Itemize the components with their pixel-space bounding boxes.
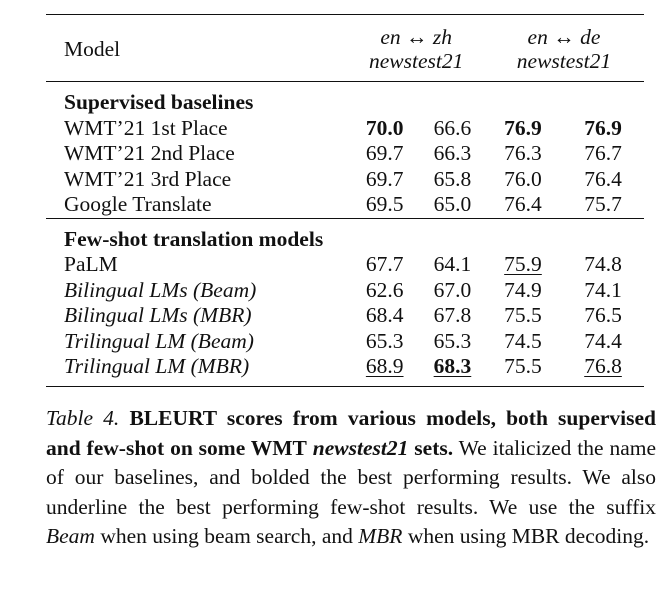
section-title: Supervised baselines xyxy=(64,90,254,114)
caption-text1: We italicized the name of our baselines, and bolded the best performing results. We also underline the best performing few-shot results. We use the suffix xyxy=(46,435,657,519)
score-value: 67.7 xyxy=(365,252,404,276)
table-row xyxy=(46,329,644,355)
score-cell xyxy=(562,278,644,304)
header-en-zh-set: newstest21 xyxy=(369,49,464,73)
score-value: 74.4 xyxy=(584,328,622,353)
score-value: 76.0 xyxy=(504,166,542,191)
caption-title-part1: BLEURT scores from various models, both supervised and few-shot on some WMT xyxy=(46,406,657,460)
score-value: 75.7 xyxy=(584,192,622,216)
model-name-cell: WMT’21 3rd Place xyxy=(64,166,232,191)
score-value: 69.7 xyxy=(365,166,404,191)
header-en-de xyxy=(484,15,644,82)
score-value: 75.5 xyxy=(504,303,542,327)
score-value: 68.4 xyxy=(365,303,404,327)
score-value: 66.3 xyxy=(433,141,472,165)
score-value: 69.5 xyxy=(365,192,404,216)
table-row xyxy=(46,167,644,193)
caption-text3: when using MBR decoding. xyxy=(407,524,650,548)
header-model: Model xyxy=(64,37,121,61)
header-en-zh xyxy=(348,15,484,82)
score-cell xyxy=(484,252,562,278)
score-cell xyxy=(484,116,562,142)
score-value: 75.5 xyxy=(504,354,542,378)
score-cell xyxy=(421,116,484,142)
score-cell xyxy=(484,167,562,193)
model-name-cell: Bilingual LMs (Beam) xyxy=(64,277,257,302)
score-value: 68.9 xyxy=(365,354,404,378)
caption-text2: when using beam search, and xyxy=(100,524,353,548)
score-cell xyxy=(562,141,644,167)
section-title-row xyxy=(46,82,644,116)
score-cell xyxy=(484,354,562,386)
score-cell xyxy=(562,354,644,386)
score-cell xyxy=(348,141,421,167)
score-cell xyxy=(421,303,484,329)
score-cell xyxy=(562,116,644,142)
table-row xyxy=(46,192,644,218)
results-table-container xyxy=(46,14,644,387)
score-value: 65.3 xyxy=(365,328,404,353)
score-value: 65.8 xyxy=(433,166,472,191)
score-cell xyxy=(484,329,562,355)
results-table xyxy=(46,14,644,387)
header-en-de-pair: en ↔ de xyxy=(527,25,601,49)
score-cell xyxy=(348,192,421,218)
score-cell xyxy=(421,252,484,278)
score-value: 65.3 xyxy=(433,328,472,353)
score-value: 67.8 xyxy=(433,303,472,327)
model-name-cell: Bilingual LMs (MBR) xyxy=(64,303,252,327)
score-cell xyxy=(562,329,644,355)
score-value: 76.7 xyxy=(584,141,622,165)
caption-title-part2: sets. xyxy=(414,435,454,460)
score-value: 74.5 xyxy=(504,328,542,353)
score-cell xyxy=(562,167,644,193)
section-title-row xyxy=(46,218,644,252)
score-value: 76.9 xyxy=(584,115,622,140)
table-caption xyxy=(46,404,656,552)
caption-mbr: MBR xyxy=(358,524,403,548)
score-value: 68.3 xyxy=(433,354,472,378)
table-row xyxy=(46,141,644,167)
score-cell xyxy=(421,141,484,167)
score-cell xyxy=(421,192,484,218)
score-cell xyxy=(562,303,644,329)
score-value: 64.1 xyxy=(433,252,472,276)
score-cell xyxy=(348,116,421,142)
score-cell xyxy=(421,329,484,355)
score-cell xyxy=(421,354,484,386)
score-cell xyxy=(484,303,562,329)
caption-title-italic: newstest21 xyxy=(312,435,409,460)
table-header-row xyxy=(46,15,644,82)
score-value: 69.7 xyxy=(365,141,404,165)
score-cell xyxy=(484,141,562,167)
table-row xyxy=(46,278,644,304)
table-row xyxy=(46,354,644,386)
section-title: Few-shot translation models xyxy=(64,226,324,251)
score-value: 74.9 xyxy=(504,277,542,302)
model-name-cell: WMT’21 2nd Place xyxy=(64,141,235,165)
score-value: 76.8 xyxy=(584,354,622,378)
table-body xyxy=(46,82,644,387)
score-cell xyxy=(562,192,644,218)
score-value: 67.0 xyxy=(433,277,472,302)
score-cell xyxy=(348,303,421,329)
score-value: 76.3 xyxy=(504,141,542,165)
score-value: 76.4 xyxy=(504,192,542,216)
table-row xyxy=(46,303,644,329)
score-cell xyxy=(421,167,484,193)
model-name-cell: Trilingual LM (MBR) xyxy=(64,354,250,378)
score-value: 66.6 xyxy=(433,115,472,140)
score-cell xyxy=(484,278,562,304)
table-row xyxy=(46,116,644,142)
header-en-de-set: newstest21 xyxy=(516,49,612,73)
score-value: 76.4 xyxy=(584,166,622,191)
score-value: 62.6 xyxy=(365,277,404,302)
score-value: 75.9 xyxy=(504,252,542,276)
score-value: 70.0 xyxy=(365,115,404,140)
score-value: 76.5 xyxy=(584,303,622,327)
header-en-zh-pair: en ↔ zh xyxy=(380,25,453,49)
score-value: 65.0 xyxy=(433,192,472,216)
model-name-cell: Trilingual LM (Beam) xyxy=(64,328,254,353)
score-value: 74.1 xyxy=(584,277,622,302)
score-cell xyxy=(421,278,484,304)
score-cell xyxy=(348,354,421,386)
caption-beam: Beam xyxy=(46,524,95,548)
model-name-cell: Google Translate xyxy=(64,192,212,216)
model-name-cell: WMT’21 1st Place xyxy=(64,115,228,140)
score-value: 76.9 xyxy=(504,115,542,140)
score-cell xyxy=(348,329,421,355)
score-cell xyxy=(348,278,421,304)
score-value: 74.8 xyxy=(584,252,622,276)
model-name-cell: PaLM xyxy=(64,252,118,276)
score-cell xyxy=(348,252,421,278)
score-cell xyxy=(348,167,421,193)
score-cell xyxy=(484,192,562,218)
caption-label: Table 4. xyxy=(46,406,120,430)
score-cell xyxy=(562,252,644,278)
table-row xyxy=(46,252,644,278)
